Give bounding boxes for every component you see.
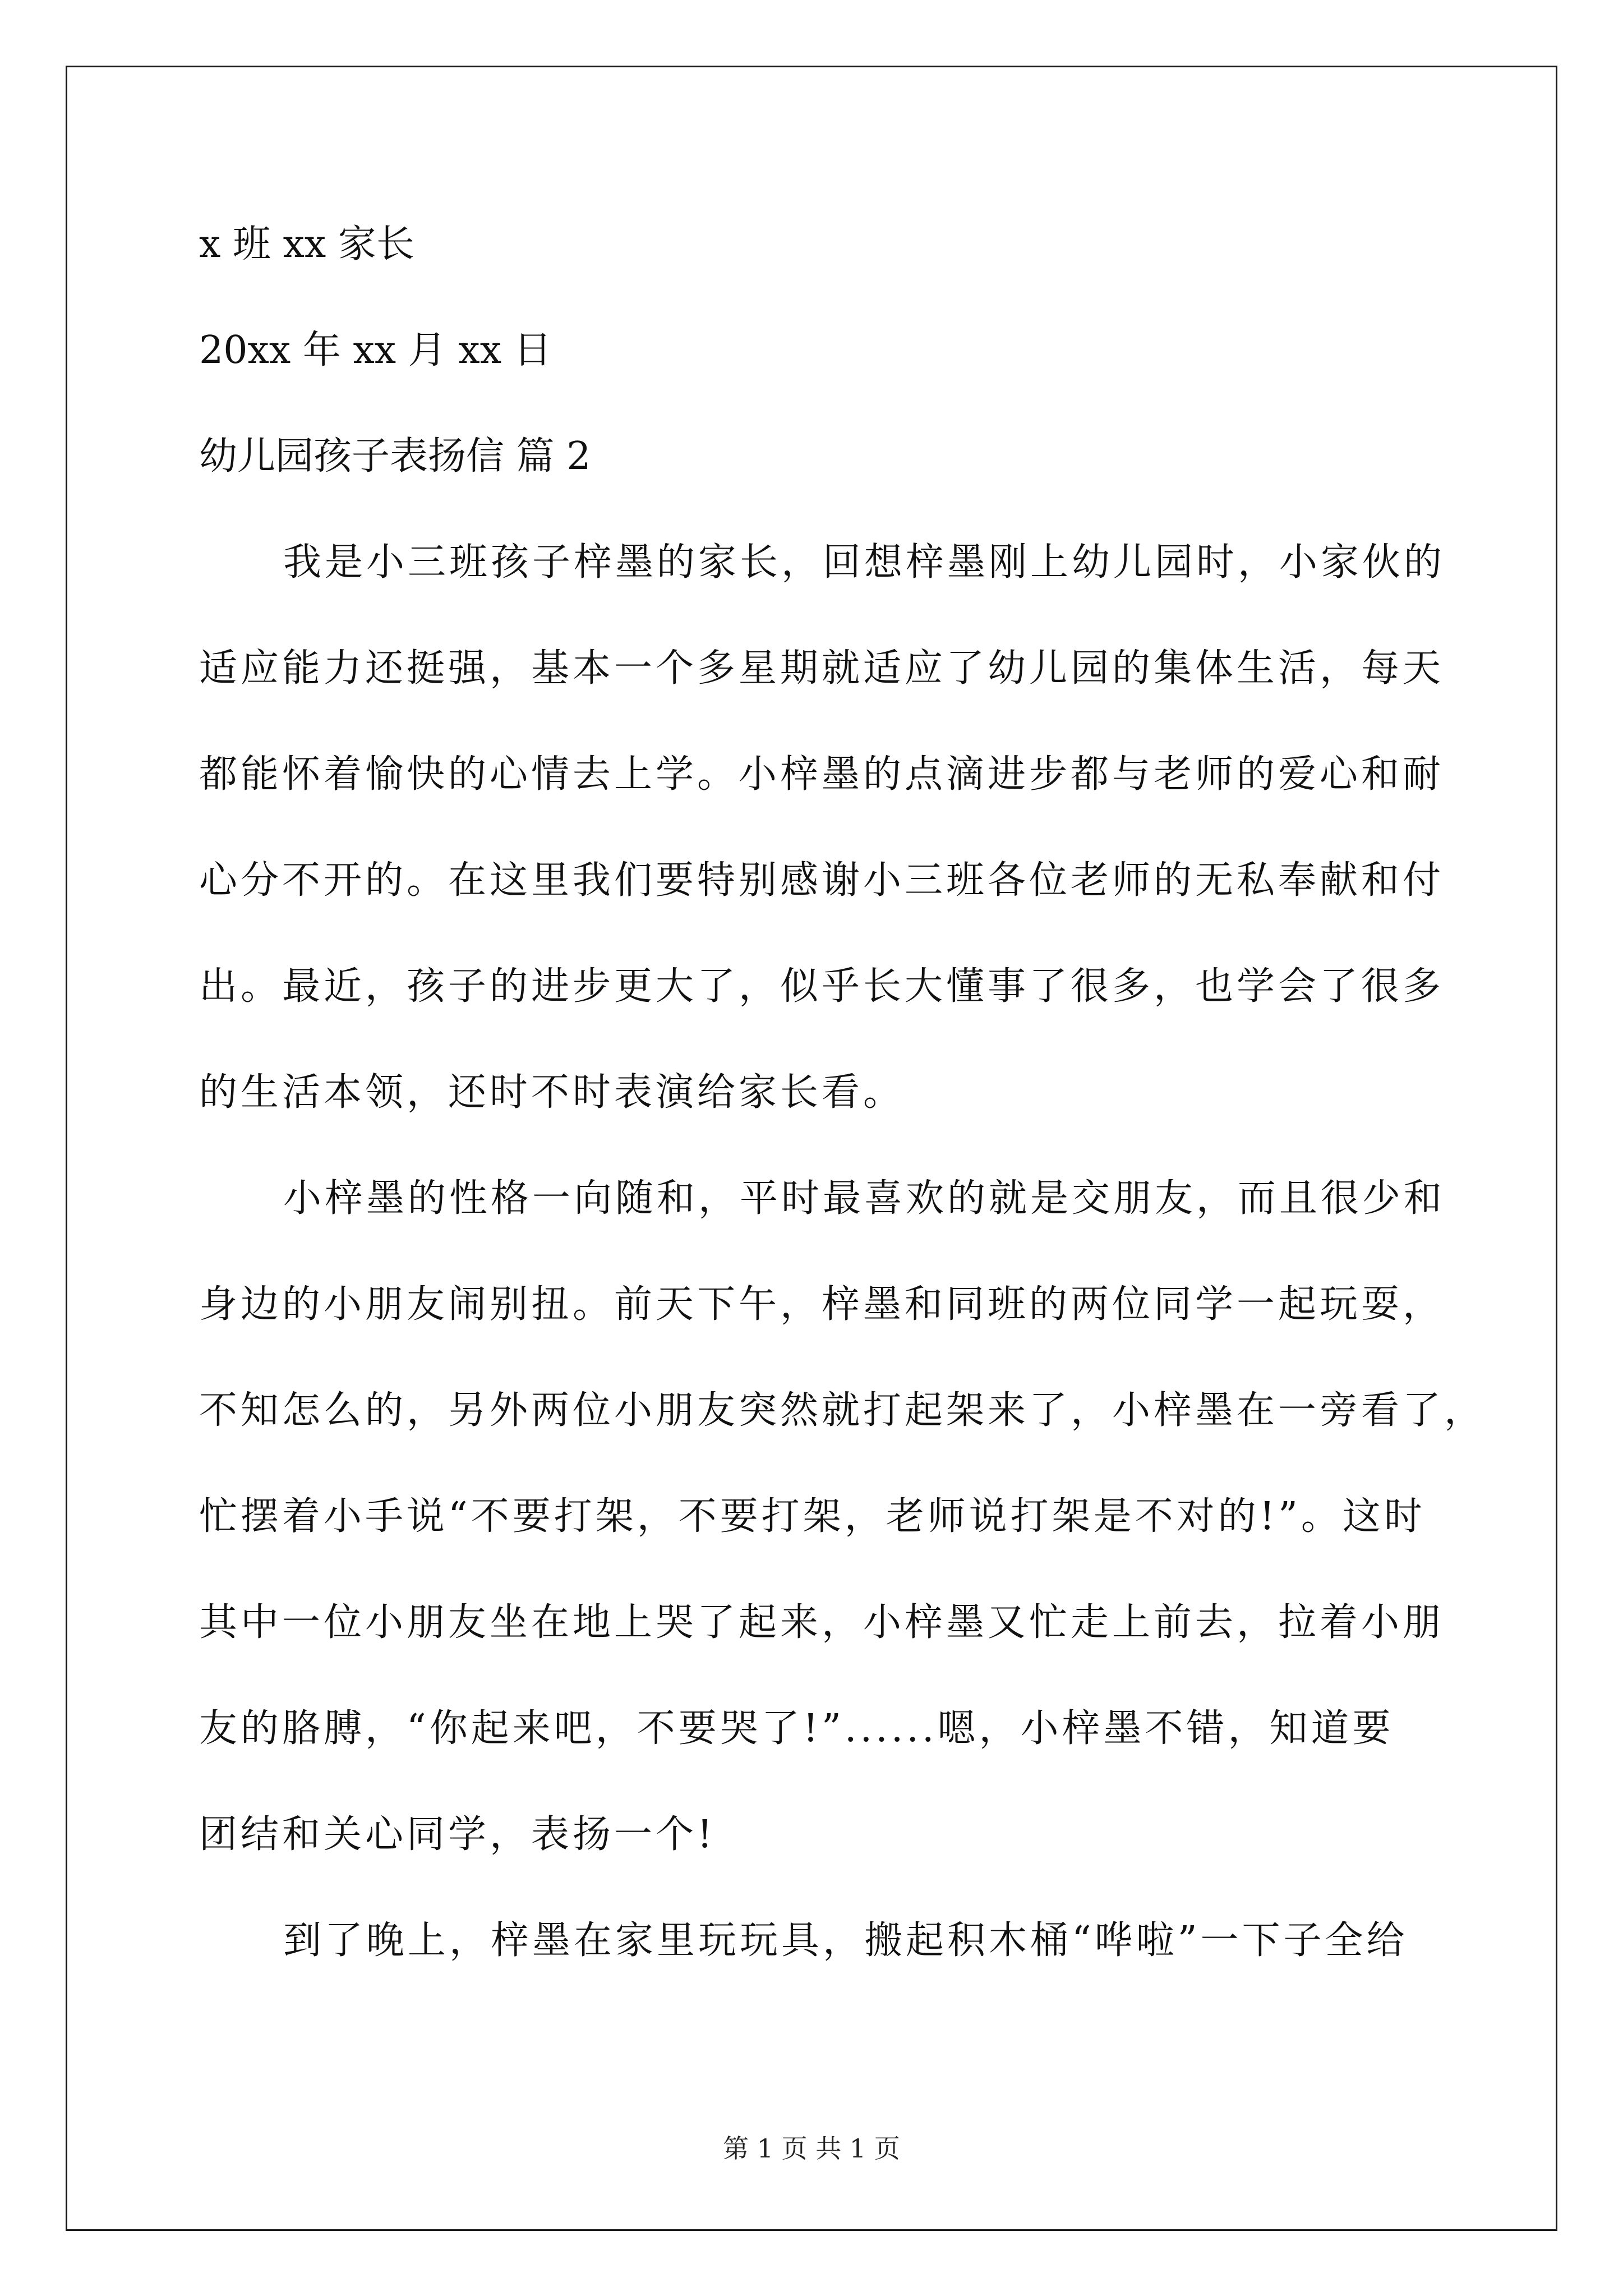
section-title: 幼儿园孩子表扬信 篇 2 [199,434,591,478]
paragraph-line: 都能怀着愉快的心情去上学。小梓墨的点滴进步都与老师的爱心和耐 [199,752,1445,797]
paragraph-1 [199,531,1446,1124]
page-footer: 第 1 页 共 1 页 [723,2133,900,2164]
paragraph-line: 忙摆着小手说“不要打架，不要打架，老师说打架是不对的!”。这时 [199,1494,1426,1539]
date-line: 20xx 年 xx 月 xx 日 [199,328,552,372]
paragraph-line: 适应能力还挺强，基本一个多星期就适应了幼儿园的集体生活，每天 [199,646,1445,691]
paragraph-line: 身边的小朋友闹别扭。前天下午，梓墨和同班的两位同学一起玩耍， [199,1282,1445,1327]
paragraph-line: 的生活本领，还时不时表演给家长看。 [199,1070,905,1115]
paragraph-line: 小梓墨的性格一向随和，平时最喜欢的就是交朋友，而且很少和 [283,1176,1446,1221]
paragraph-line: 团结和关心同学，表扬一个! [199,1812,716,1857]
paragraph-line: 其中一位小朋友坐在地上哭了起来，小梓墨又忙走上前去，拉着小朋 [199,1600,1445,1645]
paragraph-line: 友的胳膊，“你起来吧，不要哭了!”......嗯，小梓墨不错，知道要 [199,1706,1394,1751]
paragraph-line: 心分不开的。在这里我们要特别感谢小三班各位老师的无私奉献和付 [199,858,1445,903]
paragraph-2 [199,1167,1486,1866]
signature-line: x 班 xx 家长 [199,222,414,266]
paragraph-line: 到了晚上，梓墨在家里玩玩具，搬起积木桶“哗啦”一下子全给 [283,1918,1408,1963]
paragraph-line: 不知怎么的，另外两位小朋友突然就打起架来了，小梓墨在一旁看了， [199,1388,1486,1433]
paragraph-3 [199,1910,1433,1972]
document-body [199,213,1486,2016]
paragraph-line: 我是小三班孩子梓墨的家长，回想梓墨刚上幼儿园时，小家伙的 [283,540,1446,585]
paragraph-line: 出。最近，孩子的进步更大了，似乎长大懂事了很多，也学会了很多 [199,964,1445,1009]
